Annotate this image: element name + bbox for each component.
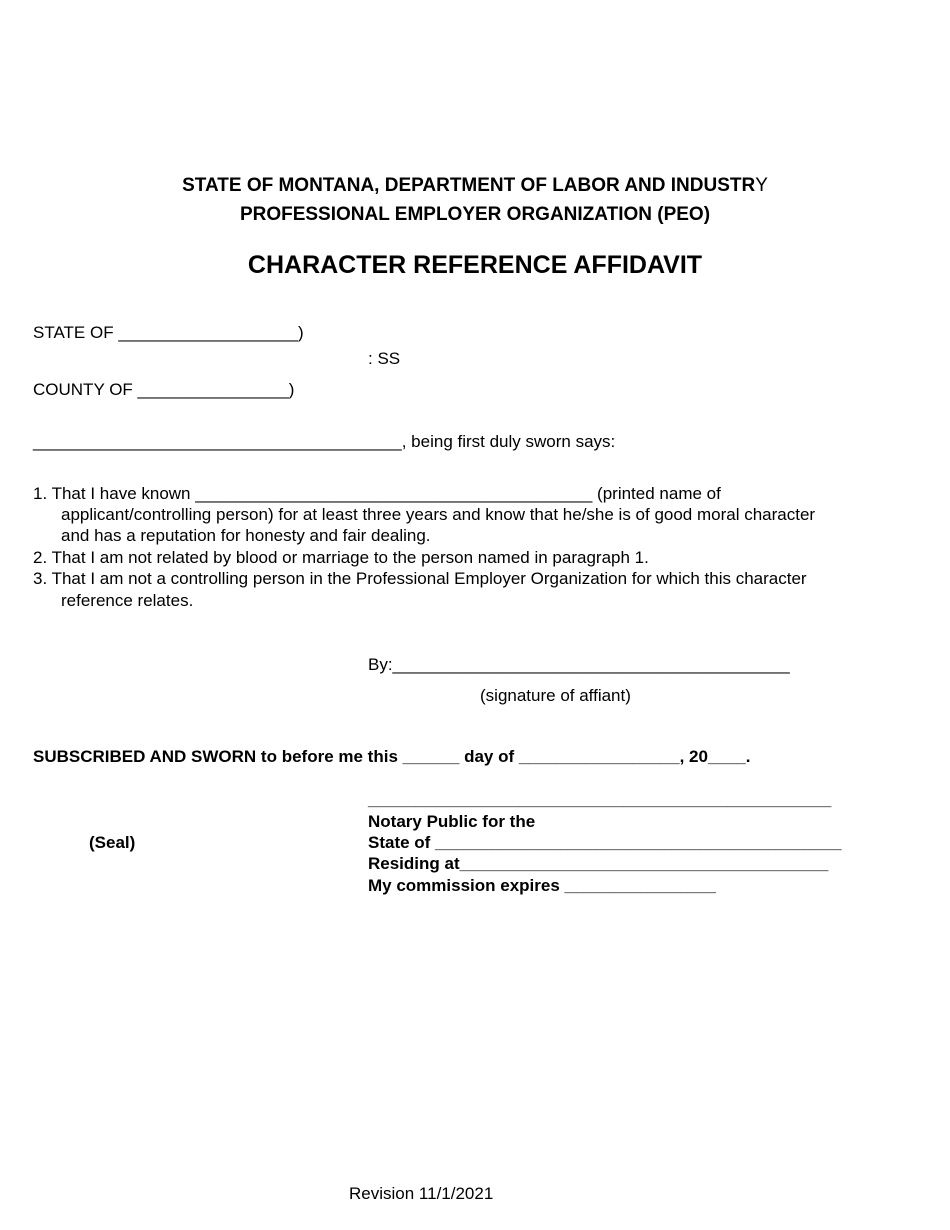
- page-title: CHARACTER REFERENCE AFFIDAVIT: [247, 251, 703, 279]
- notary-commission-field[interactable]: My commission expires ________________: [368, 876, 716, 895]
- state-of-field[interactable]: STATE OF ___________________): [33, 323, 304, 342]
- statement-3-line-1: 3. That I am not a controlling person in the Professional Employer Organization for which this character: [33, 569, 807, 588]
- notary-state-field[interactable]: State of ___________________________________________: [368, 833, 842, 852]
- statement-2: 2. That I am not related by blood or marriage to the person named in paragraph 1.: [33, 548, 649, 567]
- county-of-field[interactable]: COUNTY OF ________________): [33, 380, 295, 399]
- signature-caption: (signature of affiant): [480, 686, 631, 705]
- jurat-line[interactable]: SUBSCRIBED AND SWORN to before me this ______ day of _________________, 20____.: [33, 747, 751, 766]
- statement-3-line-2: reference relates.: [61, 591, 194, 610]
- affiant-name-field[interactable]: _______________________________________, being first duly sworn says:: [33, 432, 616, 451]
- agency-heading-main: STATE OF MONTANA, DEPARTMENT OF LABOR AND INDUSTR: [182, 175, 756, 196]
- notary-public-label: Notary Public for the: [368, 812, 536, 831]
- statement-1-line-1[interactable]: 1. That I have known __________________________________________ (printed name of: [33, 484, 721, 503]
- agency-heading-end: Y: [755, 175, 768, 196]
- seal-label: (Seal): [89, 833, 136, 852]
- revision-date: Revision 11/1/2021: [349, 1184, 494, 1203]
- ss-label: : SS: [368, 349, 401, 368]
- agency-heading: [0, 174, 950, 197]
- statement-1-line-3: and has a reputation for honesty and fair dealing.: [61, 526, 431, 545]
- program-heading: PROFESSIONAL EMPLOYER ORGANIZATION (PEO): [239, 204, 711, 225]
- notary-residing-field[interactable]: Residing at_______________________________________: [368, 854, 829, 873]
- notary-signature-rule[interactable]: _________________________________________________: [368, 790, 832, 809]
- statement-1-line-2: applicant/controlling person) for at least three years and know that he/she is of good moral character: [61, 505, 816, 524]
- affiant-signature-field[interactable]: By:__________________________________________: [368, 655, 790, 674]
